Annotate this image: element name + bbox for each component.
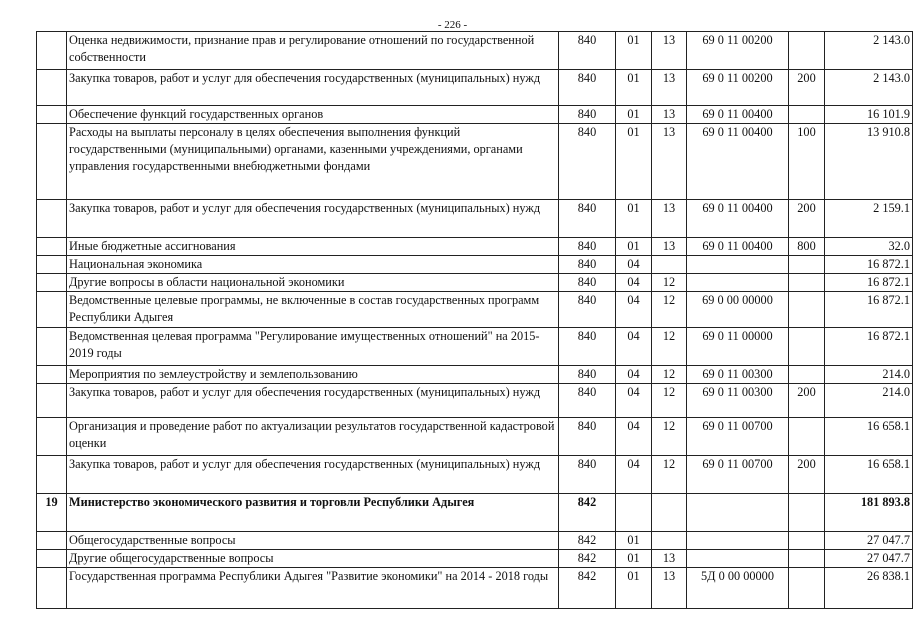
amount: 16 658.1 bbox=[825, 418, 913, 456]
subsection-code bbox=[652, 256, 687, 274]
table-row bbox=[37, 70, 913, 106]
expense-type-code bbox=[789, 532, 825, 550]
subsection-code: 13 bbox=[652, 106, 687, 124]
subsection-code: 13 bbox=[652, 568, 687, 609]
ministry-code: 842 bbox=[559, 550, 616, 568]
section-code: 01 bbox=[616, 532, 652, 550]
amount: 13 910.8 bbox=[825, 124, 913, 200]
table-row bbox=[37, 532, 913, 550]
ministry-code: 842 bbox=[559, 532, 616, 550]
item-name: Другие общегосударственные вопросы bbox=[67, 550, 559, 568]
item-name: Общегосударственные вопросы bbox=[67, 532, 559, 550]
target-article-code: 69 0 11 00400 bbox=[687, 238, 789, 256]
section-code: 04 bbox=[616, 456, 652, 494]
subsection-code: 13 bbox=[652, 550, 687, 568]
expense-type-code: 200 bbox=[789, 384, 825, 418]
item-name: Мероприятия по землеустройству и землепользованию bbox=[67, 366, 559, 384]
table-row bbox=[37, 200, 913, 238]
subsection-code: 12 bbox=[652, 274, 687, 292]
page-number: - 226 - bbox=[437, 19, 468, 31]
row-number bbox=[37, 238, 67, 256]
amount: 16 101.9 bbox=[825, 106, 913, 124]
row-number bbox=[37, 418, 67, 456]
row-number bbox=[37, 200, 67, 238]
item-name: Другие вопросы в области национальной экономики bbox=[67, 274, 559, 292]
ministry-code: 840 bbox=[559, 456, 616, 494]
row-number bbox=[37, 532, 67, 550]
expense-type-code bbox=[789, 494, 825, 532]
section-code: 04 bbox=[616, 256, 652, 274]
ministry-code: 840 bbox=[559, 70, 616, 106]
amount: 16 872.1 bbox=[825, 256, 913, 274]
table-row bbox=[37, 292, 913, 328]
subsection-code: 12 bbox=[652, 384, 687, 418]
row-number bbox=[37, 32, 67, 70]
amount: 27 047.7 bbox=[825, 550, 913, 568]
target-article-code bbox=[687, 550, 789, 568]
target-article-code: 69 0 11 00200 bbox=[687, 70, 789, 106]
subsection-code bbox=[652, 494, 687, 532]
item-name: Обеспечение функций государственных органов bbox=[67, 106, 559, 124]
item-name: Оценка недвижимости, признание прав и регулирование отношений по государственной собственности bbox=[67, 32, 559, 70]
target-article-code bbox=[687, 494, 789, 532]
ministry-code: 840 bbox=[559, 292, 616, 328]
expense-type-code bbox=[789, 418, 825, 456]
subsection-code: 13 bbox=[652, 238, 687, 256]
expense-type-code: 100 bbox=[789, 124, 825, 200]
row-number bbox=[37, 106, 67, 124]
target-article-code: 5Д 0 00 00000 bbox=[687, 568, 789, 609]
table-row bbox=[37, 550, 913, 568]
expense-type-code bbox=[789, 274, 825, 292]
table-row bbox=[37, 106, 913, 124]
target-article-code: 69 0 11 00400 bbox=[687, 106, 789, 124]
row-number bbox=[37, 124, 67, 200]
table-row bbox=[37, 418, 913, 456]
row-number bbox=[37, 456, 67, 494]
row-number bbox=[37, 70, 67, 106]
item-name: Государственная программа Республики Адыгея "Развитие экономики" на 2014 - 2018 годы bbox=[67, 568, 559, 609]
row-number bbox=[37, 328, 67, 366]
section-code: 04 bbox=[616, 274, 652, 292]
item-name: Ведомственные целевые программы, не включенные в состав государственных программ Республики Адыгея bbox=[67, 292, 559, 328]
ministry-code: 840 bbox=[559, 200, 616, 238]
section-code: 04 bbox=[616, 418, 652, 456]
section-code: 01 bbox=[616, 568, 652, 609]
row-number bbox=[37, 366, 67, 384]
expense-type-code bbox=[789, 32, 825, 70]
expense-type-code bbox=[789, 292, 825, 328]
ministry-code: 840 bbox=[559, 124, 616, 200]
subsection-code: 12 bbox=[652, 292, 687, 328]
table-row bbox=[37, 32, 913, 70]
ministry-code: 840 bbox=[559, 328, 616, 366]
table-row bbox=[37, 568, 913, 609]
amount: 2 143.0 bbox=[825, 70, 913, 106]
row-number bbox=[37, 292, 67, 328]
ministry-code: 842 bbox=[559, 568, 616, 609]
item-name: Ведомственная целевая программа "Регулирование имущественных отношений" на 2015-2019 годы bbox=[67, 328, 559, 366]
target-article-code: 69 0 11 00700 bbox=[687, 456, 789, 494]
target-article-code: 69 0 11 00300 bbox=[687, 366, 789, 384]
item-name: Закупка товаров, работ и услуг для обеспечения государственных (муниципальных) нужд bbox=[67, 70, 559, 106]
section-code: 04 bbox=[616, 292, 652, 328]
table-row bbox=[37, 274, 913, 292]
table-row bbox=[37, 456, 913, 494]
section-code: 01 bbox=[616, 238, 652, 256]
target-article-code bbox=[687, 274, 789, 292]
section-code: 01 bbox=[616, 32, 652, 70]
row-number bbox=[37, 256, 67, 274]
amount: 32.0 bbox=[825, 238, 913, 256]
item-name: Министерство экономического развития и торговли Республики Адыгея bbox=[67, 494, 559, 532]
table-row bbox=[37, 328, 913, 366]
section-code: 01 bbox=[616, 124, 652, 200]
section-code: 04 bbox=[616, 328, 652, 366]
amount: 214.0 bbox=[825, 366, 913, 384]
ministry-code: 840 bbox=[559, 106, 616, 124]
section-code: 01 bbox=[616, 200, 652, 238]
amount: 16 658.1 bbox=[825, 456, 913, 494]
section-code: 01 bbox=[616, 550, 652, 568]
item-name: Организация и проведение работ по актуализации результатов государственной кадастровой оценки bbox=[67, 418, 559, 456]
item-name: Национальная экономика bbox=[67, 256, 559, 274]
target-article-code: 69 0 11 00400 bbox=[687, 124, 789, 200]
expense-type-code bbox=[789, 256, 825, 274]
item-name: Закупка товаров, работ и услуг для обеспечения государственных (муниципальных) нужд bbox=[67, 200, 559, 238]
target-article-code: 69 0 00 00000 bbox=[687, 292, 789, 328]
target-article-code: 69 0 11 00200 bbox=[687, 32, 789, 70]
row-number bbox=[37, 568, 67, 609]
table-row bbox=[37, 238, 913, 256]
table-row bbox=[37, 494, 913, 532]
ministry-code: 842 bbox=[559, 494, 616, 532]
amount: 16 872.1 bbox=[825, 292, 913, 328]
table-row bbox=[37, 256, 913, 274]
section-code: 04 bbox=[616, 384, 652, 418]
row-number: 19 bbox=[37, 494, 67, 532]
budget-table bbox=[36, 31, 913, 609]
amount: 214.0 bbox=[825, 384, 913, 418]
amount: 16 872.1 bbox=[825, 274, 913, 292]
expense-type-code bbox=[789, 328, 825, 366]
amount: 26 838.1 bbox=[825, 568, 913, 609]
expense-type-code bbox=[789, 550, 825, 568]
ministry-code: 840 bbox=[559, 238, 616, 256]
section-code: 04 bbox=[616, 366, 652, 384]
target-article-code: 69 0 11 00000 bbox=[687, 328, 789, 366]
expense-type-code: 200 bbox=[789, 70, 825, 106]
subsection-code: 13 bbox=[652, 32, 687, 70]
amount: 181 893.8 bbox=[825, 494, 913, 532]
subsection-code: 13 bbox=[652, 124, 687, 200]
row-number bbox=[37, 274, 67, 292]
section-code bbox=[616, 494, 652, 532]
expense-type-code bbox=[789, 106, 825, 124]
target-article-code: 69 0 11 00700 bbox=[687, 418, 789, 456]
expense-type-code bbox=[789, 366, 825, 384]
subsection-code: 13 bbox=[652, 200, 687, 238]
item-name: Иные бюджетные ассигнования bbox=[67, 238, 559, 256]
target-article-code: 69 0 11 00400 bbox=[687, 200, 789, 238]
row-number bbox=[37, 550, 67, 568]
item-name: Закупка товаров, работ и услуг для обеспечения государственных (муниципальных) нужд bbox=[67, 456, 559, 494]
subsection-code: 13 bbox=[652, 70, 687, 106]
table-row bbox=[37, 384, 913, 418]
subsection-code bbox=[652, 532, 687, 550]
subsection-code: 12 bbox=[652, 456, 687, 494]
subsection-code: 12 bbox=[652, 418, 687, 456]
amount: 2 143.0 bbox=[825, 32, 913, 70]
ministry-code: 840 bbox=[559, 274, 616, 292]
expense-type-code: 200 bbox=[789, 200, 825, 238]
expense-type-code: 200 bbox=[789, 456, 825, 494]
section-code: 01 bbox=[616, 106, 652, 124]
table-row bbox=[37, 124, 913, 200]
ministry-code: 840 bbox=[559, 366, 616, 384]
ministry-code: 840 bbox=[559, 32, 616, 70]
target-article-code bbox=[687, 532, 789, 550]
table-row bbox=[37, 366, 913, 384]
amount: 2 159.1 bbox=[825, 200, 913, 238]
target-article-code bbox=[687, 256, 789, 274]
expense-type-code bbox=[789, 568, 825, 609]
subsection-code: 12 bbox=[652, 366, 687, 384]
section-code: 01 bbox=[616, 70, 652, 106]
subsection-code: 12 bbox=[652, 328, 687, 366]
amount: 16 872.1 bbox=[825, 328, 913, 366]
ministry-code: 840 bbox=[559, 384, 616, 418]
item-name: Расходы на выплаты персоналу в целях обеспечения выполнения функций государственными (муниципальными) органами, казенными учреждениями, органами управления государственными внебюджетными фондами bbox=[67, 124, 559, 200]
row-number bbox=[37, 384, 67, 418]
amount: 27 047.7 bbox=[825, 532, 913, 550]
target-article-code: 69 0 11 00300 bbox=[687, 384, 789, 418]
expense-type-code: 800 bbox=[789, 238, 825, 256]
ministry-code: 840 bbox=[559, 256, 616, 274]
item-name: Закупка товаров, работ и услуг для обеспечения государственных (муниципальных) нужд bbox=[67, 384, 559, 418]
ministry-code: 840 bbox=[559, 418, 616, 456]
